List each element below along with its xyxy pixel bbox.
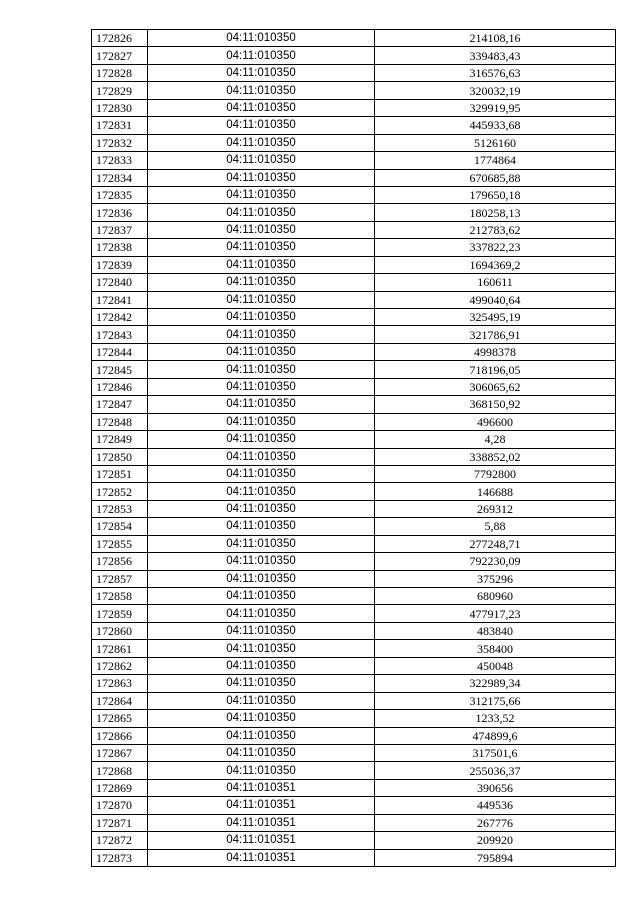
- cell-id: 172847: [92, 396, 148, 413]
- cell-value: 209920: [375, 832, 616, 849]
- table-row: [92, 797, 616, 814]
- cell-code: 04:11:010350: [148, 256, 375, 273]
- cell-id: 172850: [92, 448, 148, 465]
- table-row: [92, 309, 616, 326]
- cell-code: 04:11:010350: [148, 309, 375, 326]
- cell-code: 04:11:010350: [148, 675, 375, 692]
- cell-id: 172842: [92, 309, 148, 326]
- cell-code: 04:11:010350: [148, 82, 375, 99]
- cell-id: 172843: [92, 326, 148, 343]
- cell-code: 04:11:010350: [148, 692, 375, 709]
- table-row: [92, 117, 616, 134]
- cell-code: 04:11:010350: [148, 378, 375, 395]
- cell-id: 172859: [92, 605, 148, 622]
- table-row: [92, 169, 616, 186]
- table-row: [92, 239, 616, 256]
- table-row: [92, 274, 616, 291]
- cell-code: 04:11:010350: [148, 588, 375, 605]
- cell-id: 172861: [92, 640, 148, 657]
- table-row: [92, 640, 616, 657]
- table-row: [92, 518, 616, 535]
- cell-value: 320032,19: [375, 82, 616, 99]
- data-table: [91, 29, 616, 867]
- table-row: [92, 622, 616, 639]
- cell-code: 04:11:010350: [148, 483, 375, 500]
- cell-id: 172837: [92, 221, 148, 238]
- cell-value: 358400: [375, 640, 616, 657]
- cell-code: 04:11:010350: [148, 361, 375, 378]
- cell-id: 172868: [92, 762, 148, 779]
- cell-value: 321786,91: [375, 326, 616, 343]
- cell-value: 277248,71: [375, 535, 616, 552]
- cell-id: 172857: [92, 570, 148, 587]
- cell-value: 267776: [375, 814, 616, 831]
- cell-code: 04:11:010350: [148, 291, 375, 308]
- table-row: [92, 675, 616, 692]
- table-row: [92, 849, 616, 866]
- cell-code: 04:11:010350: [148, 343, 375, 360]
- cell-code: 04:11:010350: [148, 221, 375, 238]
- table-row: [92, 343, 616, 360]
- table-row: [92, 657, 616, 674]
- cell-code: 04:11:010350: [148, 99, 375, 116]
- cell-code: 04:11:010350: [148, 431, 375, 448]
- cell-code: 04:11:010350: [148, 640, 375, 657]
- cell-value: 337822,23: [375, 239, 616, 256]
- cell-code: 04:11:010350: [148, 239, 375, 256]
- cell-value: 474899,6: [375, 727, 616, 744]
- cell-id: 172856: [92, 553, 148, 570]
- cell-code: 04:11:010350: [148, 274, 375, 291]
- cell-code: 04:11:010350: [148, 47, 375, 64]
- table-row: [92, 692, 616, 709]
- cell-id: 172832: [92, 134, 148, 151]
- table-row: [92, 465, 616, 482]
- cell-code: 04:11:010350: [148, 762, 375, 779]
- cell-value: 670685,88: [375, 169, 616, 186]
- table-row: [92, 326, 616, 343]
- table-row: [92, 431, 616, 448]
- cell-value: 322989,34: [375, 675, 616, 692]
- cell-value: 146688: [375, 483, 616, 500]
- cell-value: 212783,62: [375, 221, 616, 238]
- cell-value: 718196,05: [375, 361, 616, 378]
- cell-value: 1774864: [375, 152, 616, 169]
- cell-id: 172828: [92, 64, 148, 81]
- cell-code: 04:11:010351: [148, 779, 375, 796]
- cell-id: 172844: [92, 343, 148, 360]
- cell-value: 477917,23: [375, 605, 616, 622]
- cell-code: 04:11:010350: [148, 169, 375, 186]
- cell-value: 255036,37: [375, 762, 616, 779]
- cell-code: 04:11:010350: [148, 413, 375, 430]
- cell-value: 325495,19: [375, 309, 616, 326]
- table-row: [92, 588, 616, 605]
- table-row: [92, 361, 616, 378]
- cell-id: 172831: [92, 117, 148, 134]
- table-row: [92, 605, 616, 622]
- table-row: [92, 291, 616, 308]
- cell-value: 680960: [375, 588, 616, 605]
- cell-code: 04:11:010350: [148, 204, 375, 221]
- table-row: [92, 448, 616, 465]
- cell-value: 449536: [375, 797, 616, 814]
- cell-id: 172845: [92, 361, 148, 378]
- cell-id: 172839: [92, 256, 148, 273]
- table-row: [92, 152, 616, 169]
- table-row: [92, 710, 616, 727]
- cell-code: 04:11:010350: [148, 30, 375, 47]
- table-row: [92, 727, 616, 744]
- cell-code: 04:11:010350: [148, 657, 375, 674]
- cell-code: 04:11:010350: [148, 64, 375, 81]
- cell-value: 339483,43: [375, 47, 616, 64]
- cell-id: 172864: [92, 692, 148, 709]
- cell-code: 04:11:010350: [148, 500, 375, 517]
- table-row: [92, 744, 616, 761]
- cell-code: 04:11:010350: [148, 152, 375, 169]
- table-row: [92, 204, 616, 221]
- cell-id: 172873: [92, 849, 148, 866]
- cell-id: 172852: [92, 483, 148, 500]
- cell-value: 5126160: [375, 134, 616, 151]
- cell-id: 172841: [92, 291, 148, 308]
- cell-id: 172827: [92, 47, 148, 64]
- cell-value: 450048: [375, 657, 616, 674]
- cell-value: 1694369,2: [375, 256, 616, 273]
- cell-id: 172829: [92, 82, 148, 99]
- cell-value: 5,88: [375, 518, 616, 535]
- cell-value: 312175,66: [375, 692, 616, 709]
- cell-id: 172872: [92, 832, 148, 849]
- cell-value: 496600: [375, 413, 616, 430]
- cell-code: 04:11:010351: [148, 797, 375, 814]
- cell-id: 172826: [92, 30, 148, 47]
- table-row: [92, 779, 616, 796]
- cell-code: 04:11:010350: [148, 448, 375, 465]
- cell-code: 04:11:010350: [148, 605, 375, 622]
- cell-value: 180258,13: [375, 204, 616, 221]
- cell-id: 172858: [92, 588, 148, 605]
- cell-value: 316576,63: [375, 64, 616, 81]
- cell-code: 04:11:010351: [148, 832, 375, 849]
- cell-id: 172870: [92, 797, 148, 814]
- cell-id: 172867: [92, 744, 148, 761]
- cell-code: 04:11:010350: [148, 727, 375, 744]
- cell-code: 04:11:010350: [148, 134, 375, 151]
- cell-id: 172860: [92, 622, 148, 639]
- cell-id: 172830: [92, 99, 148, 116]
- cell-value: 375296: [375, 570, 616, 587]
- cell-value: 4998378: [375, 343, 616, 360]
- cell-id: 172849: [92, 431, 148, 448]
- cell-code: 04:11:010350: [148, 535, 375, 552]
- cell-id: 172865: [92, 710, 148, 727]
- cell-value: 317501,6: [375, 744, 616, 761]
- table-row: [92, 134, 616, 151]
- cell-value: 160611: [375, 274, 616, 291]
- cell-code: 04:11:010350: [148, 117, 375, 134]
- cell-id: 172866: [92, 727, 148, 744]
- table-row: [92, 500, 616, 517]
- cell-id: 172862: [92, 657, 148, 674]
- cell-code: 04:11:010350: [148, 744, 375, 761]
- cell-value: 269312: [375, 500, 616, 517]
- cell-code: 04:11:010350: [148, 710, 375, 727]
- cell-id: 172834: [92, 169, 148, 186]
- cell-value: 4,28: [375, 431, 616, 448]
- table-row: [92, 99, 616, 116]
- table-row: [92, 762, 616, 779]
- cell-id: 172851: [92, 465, 148, 482]
- table-row: [92, 553, 616, 570]
- table-row: [92, 814, 616, 831]
- cell-value: 792230,09: [375, 553, 616, 570]
- cell-value: 795894: [375, 849, 616, 866]
- cell-code: 04:11:010350: [148, 326, 375, 343]
- table-row: [92, 570, 616, 587]
- cell-value: 7792800: [375, 465, 616, 482]
- table-row: [92, 82, 616, 99]
- cell-id: 172855: [92, 535, 148, 552]
- cell-value: 214108,16: [375, 30, 616, 47]
- table-body: [92, 30, 616, 867]
- cell-id: 172854: [92, 518, 148, 535]
- table-row: [92, 64, 616, 81]
- cell-value: 445933,68: [375, 117, 616, 134]
- cell-id: 172833: [92, 152, 148, 169]
- cell-code: 04:11:010351: [148, 814, 375, 831]
- cell-value: 306065,62: [375, 378, 616, 395]
- table-row: [92, 256, 616, 273]
- cell-id: 172863: [92, 675, 148, 692]
- cell-id: 172869: [92, 779, 148, 796]
- cell-code: 04:11:010350: [148, 570, 375, 587]
- cell-id: 172838: [92, 239, 148, 256]
- table-row: [92, 413, 616, 430]
- cell-id: 172848: [92, 413, 148, 430]
- table-row: [92, 396, 616, 413]
- cell-code: 04:11:010350: [148, 396, 375, 413]
- cell-code: 04:11:010350: [148, 465, 375, 482]
- cell-id: 172871: [92, 814, 148, 831]
- cell-id: 172840: [92, 274, 148, 291]
- cell-id: 172846: [92, 378, 148, 395]
- table-row: [92, 186, 616, 203]
- cell-value: 1233,52: [375, 710, 616, 727]
- table-row: [92, 221, 616, 238]
- cell-value: 499040,64: [375, 291, 616, 308]
- cell-code: 04:11:010350: [148, 186, 375, 203]
- table-row: [92, 30, 616, 47]
- cell-id: 172835: [92, 186, 148, 203]
- table-row: [92, 47, 616, 64]
- cell-value: 390656: [375, 779, 616, 796]
- cell-code: 04:11:010350: [148, 518, 375, 535]
- cell-value: 329919,95: [375, 99, 616, 116]
- cell-value: 368150,92: [375, 396, 616, 413]
- table-row: [92, 483, 616, 500]
- cell-code: 04:11:010350: [148, 622, 375, 639]
- cell-code: 04:11:010350: [148, 553, 375, 570]
- table-row: [92, 535, 616, 552]
- table-row: [92, 832, 616, 849]
- cell-id: 172853: [92, 500, 148, 517]
- cell-value: 179650,18: [375, 186, 616, 203]
- cell-value: 483840: [375, 622, 616, 639]
- cell-value: 338852,02: [375, 448, 616, 465]
- cell-id: 172836: [92, 204, 148, 221]
- cell-code: 04:11:010351: [148, 849, 375, 866]
- table-row: [92, 378, 616, 395]
